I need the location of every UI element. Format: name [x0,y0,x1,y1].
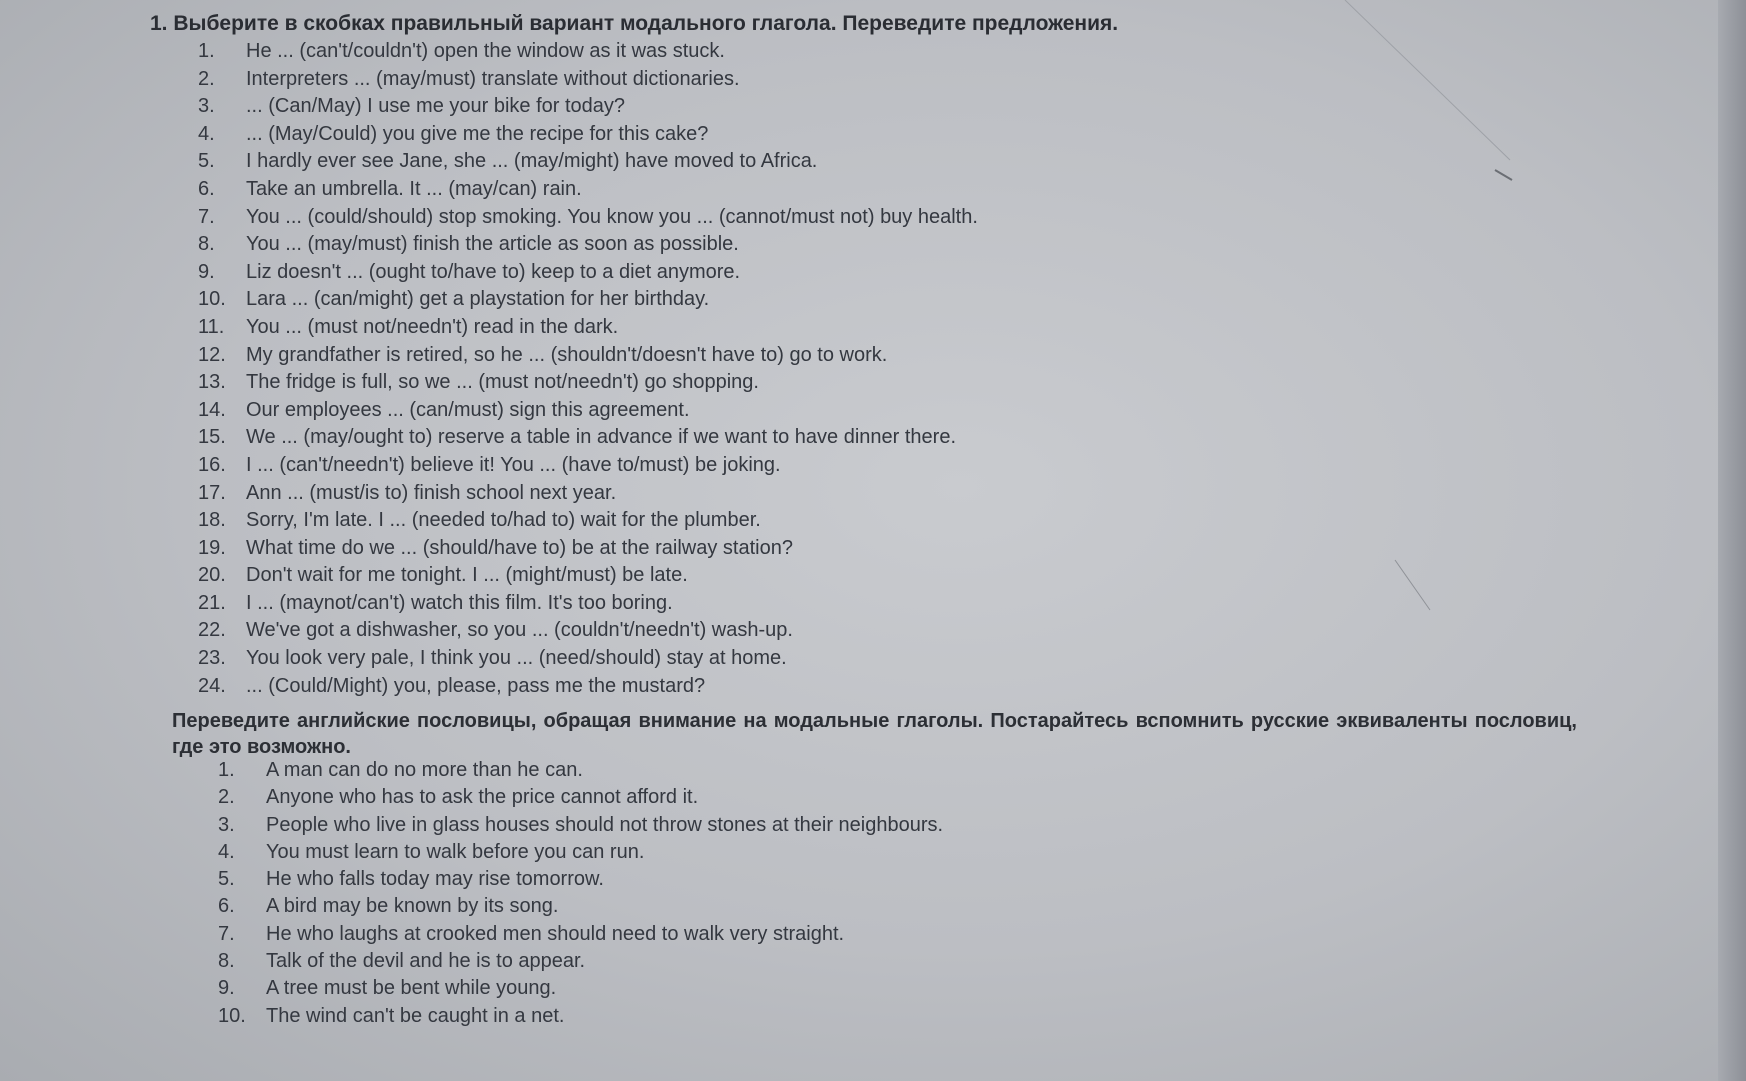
item-number: 10. [218,1004,246,1027]
list-item [198,424,978,452]
item-text: I hardly ever see Jane, she ... (may/might) have moved to Africa. [246,150,818,173]
item-number: 13. [198,371,226,394]
item-number: 6. [218,895,235,918]
page-edge-shadow [1718,0,1746,1081]
item-text: We ... (may/ought to) reserve a table in advance if we want to have dinner there. [246,426,957,449]
item-text: Take an umbrella. It ... (may/can) rain. [246,177,582,200]
list-item [218,1003,943,1030]
item-text: I ... (maynot/can't) watch this film. It's too boring. [246,591,673,614]
item-text: A man can do no more than he can. [266,759,583,781]
item-text: Liz doesn't ... (ought to/have to) keep to a diet anymore. [246,260,741,283]
list-item [198,121,978,149]
item-number: 24. [198,674,226,697]
item-number: 5. [218,868,235,891]
list-item [198,397,978,425]
item-number: 22. [198,619,226,642]
task1-heading: 1. Выберите в скобках правильный вариант модального глагола. Переведите предложения. [150,12,1119,35]
list-item [198,231,978,259]
item-number: 1. [198,40,215,62]
list-item [198,204,978,232]
task2-proverb-list [218,757,943,1030]
item-number: 9. [198,260,215,283]
item-number: 3. [218,813,235,836]
task1-sentence-list [198,38,978,700]
item-text: You ... (may/must) finish the article as soon as possible. [246,233,739,256]
item-number: 12. [198,343,226,366]
list-item [198,369,978,397]
item-text: I ... (can't/needn't) believe it! You ... (have to/must) be joking. [246,453,781,476]
item-text: We've got a dishwasher, so you ... (couldn't/needn't) wash-up. [246,619,793,642]
item-text: The fridge is full, so we ... (must not/needn't) go shopping. [246,371,759,394]
item-text: Our employees ... (can/must) sign this agreement. [246,398,690,421]
item-text: What time do we ... (should/have to) be at the railway station? [246,536,793,559]
list-item [198,148,978,176]
item-text: Lara ... (can/might) get a playstation for her birthday. [246,288,710,311]
item-number: 20. [198,564,226,587]
list-item [218,784,943,811]
item-text: People who live in glass houses should not throw stones at their neighbours. [266,813,944,836]
task2-instructions: Переведите английские пословицы, обращая внимание на модальные глаголы. Постарайтесь вспомнить русские эквиваленты пословиц, где это возможно. [172,710,1577,758]
item-number: 3. [198,95,215,118]
item-number: 8. [218,950,235,973]
item-number: 4. [218,840,235,863]
item-number: 23. [198,647,226,670]
list-item [198,342,978,370]
item-number: 19. [198,536,226,559]
item-number: 2. [198,67,215,90]
item-text: He ... (can't/couldn't) open the window as it was stuck. [246,40,725,62]
item-text: You ... (could/should) stop smoking. You know you ... (cannot/must not) buy health. [246,205,978,228]
list-item [198,645,978,673]
item-text: You must learn to walk before you can run. [266,840,645,863]
item-text: Interpreters ... (may/must) translate without dictionaries. [246,67,740,90]
list-item [218,866,943,893]
item-text: A tree must be bent while young. [266,977,557,1000]
item-text: Don't wait for me tonight. I ... (might/must) be late. [246,564,688,587]
list-item [198,259,978,287]
item-number: 17. [198,481,226,504]
list-item [218,921,943,948]
item-number: 9. [218,977,235,1000]
list-item [198,590,978,618]
list-item [198,673,978,701]
list-item [198,286,978,314]
list-item [218,812,943,839]
item-text: ... (May/Could) you give me the recipe for this cake? [246,122,709,145]
list-item [198,66,978,94]
list-item [198,535,978,563]
list-item [198,507,978,535]
list-item [218,893,943,920]
item-number: 11. [198,315,225,338]
item-number: 7. [198,205,215,228]
list-item [198,617,978,645]
list-item [198,452,978,480]
item-number: 5. [198,150,215,173]
item-number: 14. [198,398,226,421]
list-item [218,975,943,1002]
list-item [218,839,943,866]
list-item [198,480,978,508]
item-text: You look very pale, I think you ... (need/should) stay at home. [246,647,787,670]
list-item [218,757,943,784]
item-text: The wind can't be caught in a net. [266,1004,565,1027]
list-item [198,93,978,121]
item-text: ... (Could/Might) you, please, pass me the mustard? [246,674,706,697]
list-item [218,948,943,975]
list-item [198,562,978,590]
item-text: Sorry, I'm late. I ... (needed to/had to) wait for the plumber. [246,509,761,532]
item-text: Ann ... (must/is to) finish school next year. [246,481,617,504]
item-number: 4. [198,122,215,145]
item-number: 6. [198,177,215,200]
item-number: 2. [218,786,235,809]
item-text: A bird may be known by its song. [266,895,559,918]
list-item [198,38,978,66]
item-text: Talk of the devil and he is to appear. [266,950,586,973]
item-number: 8. [198,233,215,256]
item-number: 15. [198,426,226,449]
item-text: My grandfather is retired, so he ... (shouldn't/doesn't have to) go to work. [246,343,888,366]
item-number: 1. [218,759,235,781]
list-item [198,176,978,204]
item-text: Anyone who has to ask the price cannot afford it. [266,786,699,809]
item-number: 16. [198,453,226,476]
list-item [198,314,978,342]
item-number: 10. [198,288,226,311]
item-text: You ... (must not/needn't) read in the dark. [246,315,619,338]
item-text: He who falls today may rise tomorrow. [266,868,604,891]
item-text: He who laughs at crooked men should need to walk very straight. [266,922,845,945]
item-number: 21. [198,591,226,614]
item-number: 7. [218,922,235,945]
item-number: 18. [198,509,226,532]
item-text: ... (Can/May) I use me your bike for today? [246,95,626,118]
